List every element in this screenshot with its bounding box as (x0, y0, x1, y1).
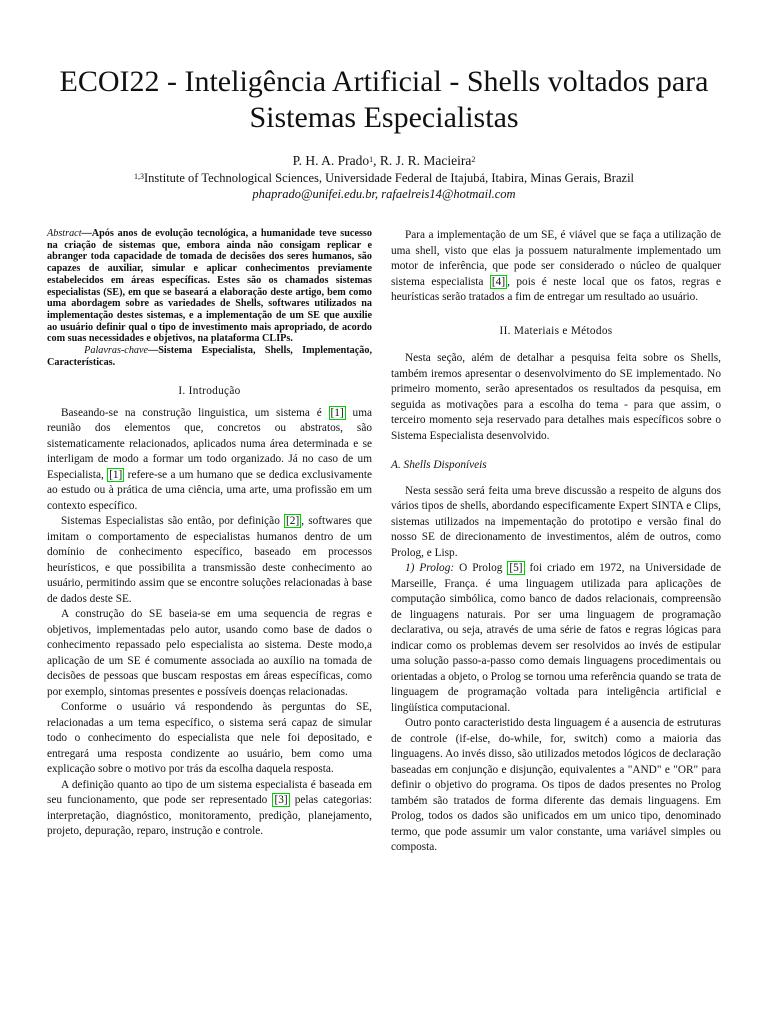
text-run: pelas categorias: interpretação, diagnóstico, monitoramento, predição, planejamento, projeto, depuração, reparo, instrução e controle. (47, 794, 372, 838)
intro-paragraph-6 (391, 228, 721, 306)
author-emails: phaprado@unifei.edu.br, rafaelreis14@hotmail.com (252, 187, 516, 201)
intro-paragraph-4: Conforme o usuário vá respondendo às perguntas do SE, relacionadas a um tema específico, o sistema será capaz de simular todo o conhecimento do especialista que nele foi depositado, e entregará uma resposta condizente ao usuário, bem como uma explicação sobre o motivo por trás da escolha daquela resposta. (47, 701, 372, 776)
text-run: foi criado em 1972, na Universidade de Marseille, França. é uma linguagem utilizada para aplicações de computação simbólica, como banco de dados relacionais, compreensão de linguagens naturais. Por ser uma linguagem de programação declarativa, ou seja, através de uma série de fatos e regras lógicas para indicar como os problemas devem ser resolvidos ao invés de estipular uma solução passo-a-passo como demais linguagens procedimentais ou orientadas a objeto, o Prolog se tornou uma referência quando se trata de linguagem de programação voltada para inteligência artificial e lingüística computacional. (391, 562, 721, 714)
text-run: Baseando-se na construção linguistica, um sistema é (61, 406, 329, 419)
author-1: P. H. A. Prado (292, 153, 370, 168)
intro-paragraph-1 (47, 406, 372, 515)
text-run: A definição quanto ao tipo de um sistema especialista é baseada em seu funcionamento, que pode ser representado (47, 778, 372, 807)
abstract (47, 228, 372, 345)
citation-link[interactable]: [1] (109, 468, 123, 481)
affiliation-text: Institute of Technological Sciences, Universidade Federal de Itajubá, Itabira, Minas Gerais, Brazil (143, 171, 635, 185)
text-run: O Prolog (454, 562, 508, 574)
abstract-text: —Após anos de evolução tecnológica, a humanidade teve sucesso na criação de sistemas que, embora ainda não consigam replicar e abranger toda capacidade de tomada de decisões dos seres humanos, são capazes de auxiliar, simular e aplicar conhecimentos previamente estabelecidos em áreas específicas. Estes são os chamados sistemas especialistas (SE), em que se baseará a elaboração deste artigo, bem como uma abordagem sobre as variedades de Shells, softwares utilizados na implementação destes sistemas, e a implementação de um SE que auxilie ao usuário definir qual o tipo de investimento mais apropriado, de acordo com suas necessidades e objetivos, na plataforma CLIPs. (47, 228, 372, 345)
text-run: , pois é neste local que os fatos, regras e heurísticas serão tratados a fim de entregar um resultado ao usuário. (391, 275, 721, 303)
affiliation (40, 170, 728, 186)
text-run: Para a implementação de um SE, é viável que se faça a utilização de uma shell, visto que elas ja possuem naturalmente implementado um motor de inferência, que pode ser considerado o núcleo de qualquer sistema especialista (391, 229, 721, 288)
left-column (47, 228, 372, 840)
citation-link[interactable]: [2] (286, 515, 300, 528)
abstract-label: Abstract (47, 228, 82, 239)
shells-paragraph-1: Nesta sessão será feita uma breve discussão a respeito de alguns dos vários tipos de shells, abordando especificamente Expert SINTA e Clips, sistemas utilizados na impementação do prototipo e versão final do nosso SE de direcionamento de investimentos, além de outros, como Prolog, e Lisp. (391, 484, 721, 559)
subsection-heading-shells: A. Shells Disponíveis (391, 459, 487, 471)
author-1-affil: 1 (369, 155, 374, 164)
paper-title: ECOI22 - Inteligência Artificial - Shells voltados para Sistemas Especialistas (59, 65, 709, 134)
text-run: , softwares que imitam o comportamento de especialistas humanos dentro de um domínio de conhecimento específico, baseado em processos heurísticos, e que possibilita a transmissão deste conhecimento ao usuário, permitindo assim que se encontre soluções relacionadas à base de dados deste SE. (47, 515, 372, 605)
keywords-label: Palavras-chave (84, 345, 149, 357)
citation-link[interactable]: [1] (330, 406, 344, 419)
affiliation-sup: 1,3 (133, 172, 144, 181)
text-run: Sistemas Especialistas são então, por definição (61, 515, 285, 528)
section-heading-methods: II. Materiais e Métodos (499, 324, 613, 337)
keywords (47, 345, 372, 368)
right-column (391, 228, 721, 856)
intro-paragraph-3: A construção do SE baseia-se em uma sequencia de regras e objetivos, implementadas pelo autor, usando como base de dados o conhecimento repassado pelo especialista ao sistema. Deste modo,a aplicação de um SE é comumente associada ao auxílio na tomada de decisões de pessoas que buscam respostas em áreas específicas, como por exemplo, sintomas presentes e possíveis doenças relacionadas. (47, 608, 372, 698)
text-run: refere-se a um humano que se dedica exclusivamente ao estudo ou à prática de uma ciência, uma arte, uma profissão em um contexto específico. (47, 468, 372, 512)
prolog-paragraph-2: Outro ponto caracteristido desta linguagem é a ausencia de estruturas de controle (if-else, do-while, for, switch) como a maioria das linguagens. Ao invés disso, são utilizados metodos lógicos de declaração baseadas em conjunção e disjunção, equivalentes a "AND" e "OR" para definir o objetivo do programa. Os tipos de dados presentes no Prolog também são tratados de forma diferente das demais linguagens. Em Prolog, todos os dados são unificados em um unico tipo, denominado termo, que pode assumir um valor constante, uma variável simples ou composta. (391, 717, 721, 853)
intro-paragraph-5 (47, 778, 372, 840)
prolog-heading: 1) Prolog: (405, 562, 455, 574)
citation-link[interactable]: [4] (491, 275, 506, 288)
author-2-affil: 2 (471, 155, 476, 164)
text-run: uma reunião dos elementos que, concretos ou abstratos, são sistematicamente relacionados, aplicados numa área determinada e se interligam de modo a formar um todo organizado. Já no caso de um Especialista, (47, 406, 372, 481)
citation-link[interactable]: [5] (509, 562, 523, 574)
author-line (40, 152, 728, 169)
intro-paragraph-2 (47, 514, 372, 607)
prolog-paragraph-1 (391, 561, 721, 716)
keywords-text: —Sistema Especialista, Shells, Implementação, Características. (47, 345, 373, 368)
author-2: R. J. R. Macieira (379, 153, 472, 168)
author-separator: , (373, 153, 380, 168)
section-heading-introduction: I. Introdução (178, 385, 241, 398)
methods-paragraph-1: Nesta seção, além de detalhar a pesquisa feita sobre os Shells, também iremos apresentar o desenvolvimento do SE implementado. No primeiro momento, serão apresentados os resultados da pesquisa, em seguida as motivações para a escolha do tema - para que assim, o terceiro momento seja reservado para detalhes mais específicos sobre o Sistema Especialista desenvolvido. (391, 352, 721, 442)
citation-link[interactable]: [3] (274, 794, 288, 807)
